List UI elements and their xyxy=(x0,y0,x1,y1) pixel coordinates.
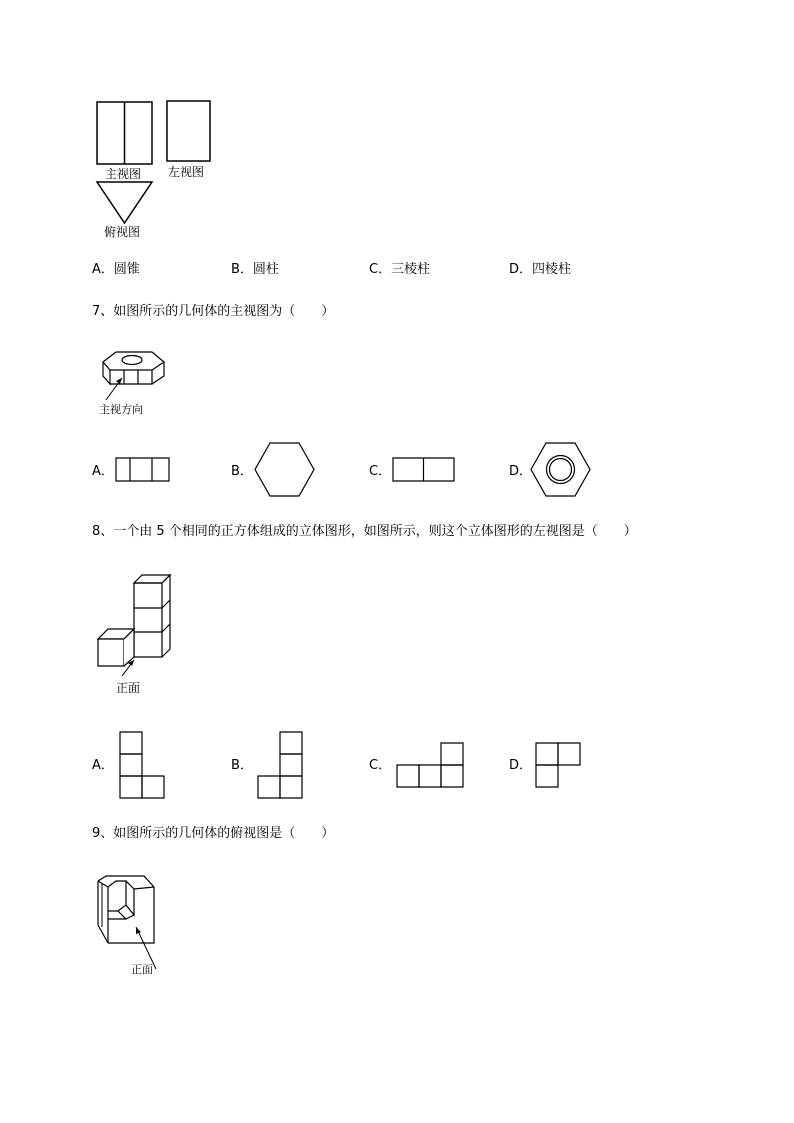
q8-question-text: 8、一个由 5 个相同的正方体组成的立体图形，如图所示，则这个立体图形的左视图是（ ） xyxy=(92,524,637,539)
q6-left-view xyxy=(166,100,212,162)
q7-option-a-figure[interactable] xyxy=(115,457,171,483)
q8-option-b[interactable]: B． xyxy=(231,758,253,773)
q9-solid xyxy=(96,875,166,975)
q6-top-view-label: 俯视图 xyxy=(104,225,141,239)
q7-option-c-figure[interactable] xyxy=(392,457,456,483)
q7-option-a[interactable]: A． xyxy=(92,464,114,479)
q6-front-view-label: 主视图 xyxy=(105,167,142,181)
q8-front-label: 正面 xyxy=(116,681,141,695)
q6-front-view xyxy=(96,101,154,165)
q9-question-text: 9、如图所示的几何体的俯视图是（ ） xyxy=(92,826,335,841)
q7-hex-nut-solid xyxy=(96,350,166,408)
q7-direction-label: 主视方向 xyxy=(99,403,143,416)
q8-option-b-figure[interactable] xyxy=(257,731,303,799)
q8-option-c-figure[interactable] xyxy=(396,742,464,788)
q7-question-text: 7、如图所示的几何体的主视图为（ ） xyxy=(92,304,335,319)
q6-top-view xyxy=(96,181,154,225)
q6-option-a[interactable]: A．圆锥 xyxy=(92,262,140,277)
q8-option-d[interactable]: D． xyxy=(509,758,533,773)
q6-option-c[interactable]: C．三棱柱 xyxy=(369,262,431,277)
q6-option-b[interactable]: B．圆柱 xyxy=(231,262,279,277)
q7-option-b-figure[interactable] xyxy=(254,442,316,498)
q8-option-c[interactable]: C． xyxy=(369,758,392,773)
q6-option-d[interactable]: D．四棱柱 xyxy=(509,262,572,277)
q6-left-view-label: 左视图 xyxy=(168,165,205,179)
q9-front-label: 正面 xyxy=(131,963,153,976)
q7-option-c[interactable]: C． xyxy=(369,464,392,479)
q7-option-b[interactable]: B． xyxy=(231,464,253,479)
q8-option-a-figure[interactable] xyxy=(119,731,165,799)
q7-option-d[interactable]: D． xyxy=(509,464,533,479)
q8-cube-solid xyxy=(96,573,174,681)
q8-option-d-figure[interactable] xyxy=(535,742,581,788)
q7-option-d-figure[interactable] xyxy=(530,442,592,498)
q8-option-a[interactable]: A． xyxy=(92,758,114,773)
